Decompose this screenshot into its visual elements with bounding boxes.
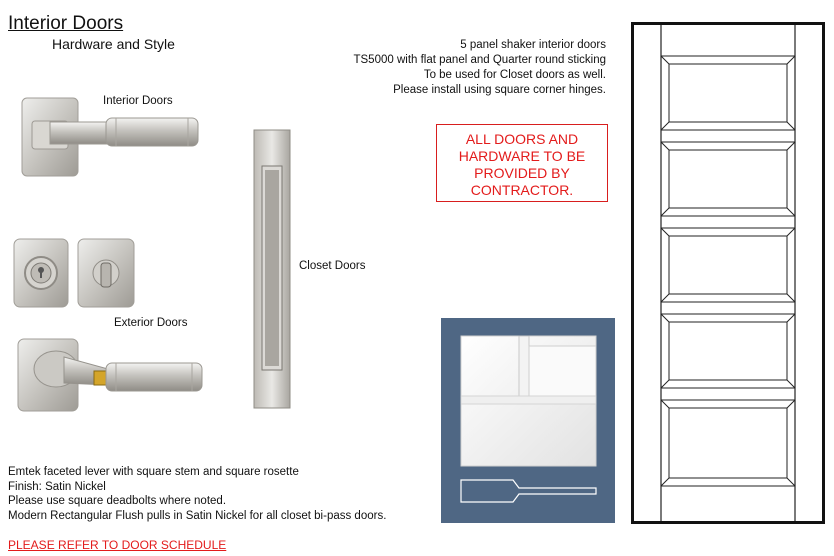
flush-pull-icon	[252, 128, 292, 410]
page-subtitle: Hardware and Style	[52, 36, 175, 52]
label-interior-doors: Interior Doors	[103, 95, 173, 107]
note-line: Please use square deadbolts where noted.	[8, 495, 227, 507]
label-closet-doors: Closet Doors	[299, 260, 366, 272]
page-title: Interior Doors	[8, 13, 124, 34]
door-spec	[353, 38, 606, 98]
note-line: Emtek faceted lever with square stem and square rosette	[8, 466, 299, 478]
notice-line: PROVIDED BY	[474, 165, 570, 181]
notice-line: ALL DOORS AND	[465, 131, 579, 147]
note-line: Finish: Satin Nickel	[8, 480, 106, 493]
spec-line: To be used for Closet doors as well.	[423, 69, 606, 81]
note-line: Modern Rectangular Flush pulls in Satin Nickel for all closet bi-pass doors.	[8, 509, 387, 522]
spec-line: Please install using square corner hinges.	[393, 84, 606, 96]
entry-lever-icon	[16, 337, 206, 415]
hardware-notes	[8, 465, 386, 523]
label-exterior-doors: Exterior Doors	[114, 317, 188, 329]
door-profile-icon	[441, 318, 615, 523]
deadbolt-icon	[12, 237, 70, 309]
spec-line: TS5000 with flat panel and Quarter round sticking	[353, 54, 606, 66]
spec-line: 5 panel shaker interior doors	[460, 39, 606, 51]
thumbturn-icon	[76, 237, 136, 309]
door-schedule-link[interactable]: PLEASE REFER TO DOOR SCHEDULE	[8, 538, 227, 552]
contractor-notice	[436, 124, 608, 202]
notice-line: CONTRACTOR.	[470, 182, 574, 198]
notice-line: HARDWARE TO BE	[458, 148, 586, 164]
five-panel-door-icon	[631, 22, 825, 524]
lever-handle-icon	[20, 96, 205, 181]
